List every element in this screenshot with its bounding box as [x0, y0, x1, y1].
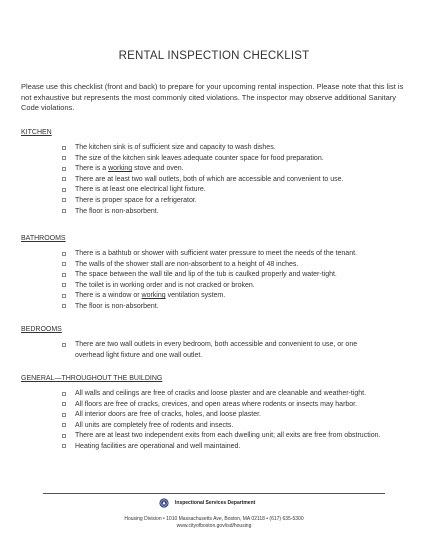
- item-text: There are at least two independent exits from each dwelling unit; all exits are free from obstruction.: [75, 432, 381, 440]
- item-text-post: ventilation system.: [165, 292, 226, 300]
- checkbox[interactable]: [62, 177, 66, 181]
- checkbox[interactable]: [62, 209, 66, 213]
- item-text: The kitchen sink is of sufficient size and capacity to wash dishes.: [75, 144, 276, 151]
- checklist-item: [21, 340, 411, 361]
- checkbox[interactable]: [62, 444, 66, 448]
- item-text: The floor is non-absorbent.: [75, 302, 159, 310]
- section-bathrooms: [21, 235, 411, 313]
- item-text-underlined: working: [141, 292, 166, 300]
- section-bedrooms: [21, 326, 411, 361]
- checkbox[interactable]: [62, 423, 66, 427]
- checklist-item: [21, 302, 411, 313]
- checkbox[interactable]: [62, 283, 66, 287]
- checkbox[interactable]: [62, 413, 66, 417]
- checkbox[interactable]: [62, 167, 66, 171]
- checkbox[interactable]: [62, 402, 66, 406]
- checklist-item: [21, 143, 411, 154]
- city-seal-icon: [159, 498, 169, 508]
- item-text: All walls and ceilings are free of cracks and loose plaster and are cleanable and weather-tight.: [75, 390, 367, 397]
- checklist-item: [21, 249, 411, 260]
- footer-website[interactable]: www.cityofboston.gov/isd/housing: [176, 523, 252, 529]
- checklist-item: [21, 442, 411, 453]
- item-text: All floors are free of cracks, crevices, and open areas where rodents or insects may harbor.: [75, 400, 358, 408]
- checklist-items: [21, 249, 411, 313]
- item-text: The size of the kitchen sink leaves adequate counter space for food preparation.: [75, 154, 324, 162]
- checkbox[interactable]: [62, 188, 66, 192]
- checkbox[interactable]: [62, 156, 66, 160]
- checkbox[interactable]: [62, 252, 66, 256]
- section-heading: BATHROOMS: [21, 235, 66, 242]
- section-kitchen: [21, 129, 411, 217]
- checklist-items: [21, 340, 411, 361]
- item-text: There are two wall outlets in every bedroom, both accessible and convenient to use, or one overhead light fixture and one wall outlet.: [75, 341, 358, 359]
- checklist-item: [21, 154, 411, 165]
- page-title: RENTAL INSPECTION CHECKLIST: [118, 50, 310, 62]
- checklist-item: [21, 431, 411, 442]
- checklist-items: [21, 143, 411, 217]
- item-text: There are at least two wall outlets, both of which are accessible and convenient to use.: [75, 175, 344, 183]
- item-text: The walls of the shower stall are non-absorbent to a height of 48 inches.: [75, 260, 299, 268]
- intro-paragraph: Please use this checklist (front and back) to prepare for your upcoming rental inspection. Please note that this list is not exhaustive but represents the most commonly cited violations. The inspector may observe additional Sanitary Code violations.: [21, 82, 404, 112]
- checklist-items: [21, 389, 411, 453]
- checklist-item: [21, 207, 411, 218]
- section-heading: GENERAL—THROUGHOUT THE BUILDING: [21, 375, 163, 382]
- checklist-item: [21, 410, 411, 421]
- checkbox[interactable]: [62, 273, 66, 277]
- section-heading: BEDROOMS: [21, 326, 62, 333]
- checklist-item: [21, 196, 411, 207]
- item-text: The floor is non-absorbent.: [75, 207, 159, 215]
- item-text-pre: There is a: [75, 165, 109, 173]
- item-text: There is proper space for a refrigerator.: [75, 196, 197, 204]
- item-text-pre: There is a window or: [75, 292, 142, 300]
- checklist-item: [21, 389, 411, 400]
- checklist-item: [21, 270, 411, 281]
- item-text: All interior doors are free of cracks, holes, and loose plaster.: [75, 411, 261, 419]
- checklist-item: [21, 281, 411, 292]
- checkbox[interactable]: [62, 146, 66, 150]
- item-text-underlined: working: [108, 165, 133, 173]
- section-general: [21, 375, 411, 453]
- checklist-item: [21, 175, 411, 186]
- checkbox[interactable]: [62, 392, 66, 396]
- checklist-item: [21, 260, 411, 271]
- item-text-post: stove and oven.: [132, 165, 184, 173]
- footer-divider: [43, 493, 385, 494]
- checklist-item: [21, 291, 411, 302]
- item-text: There is at least one electrical light fixture.: [75, 186, 206, 194]
- item-text: The toilet is in working order and is not cracked or broken.: [75, 281, 255, 289]
- item-text: All units are completely free of rodents and insects.: [75, 421, 234, 429]
- checkbox[interactable]: [62, 198, 66, 202]
- footer-address: Housing Division • 1010 Massachusetts Ave, Boston, MA 02118 • (617) 635-5300: [124, 516, 304, 522]
- item-text: Heating facilities are operational and well maintained.: [75, 442, 241, 450]
- checklist-item: [21, 421, 411, 432]
- checkbox[interactable]: [62, 434, 66, 438]
- checkbox[interactable]: [62, 304, 66, 308]
- checkbox[interactable]: [62, 343, 66, 347]
- checklist-item: [21, 164, 411, 175]
- checkbox[interactable]: [62, 262, 66, 266]
- item-text: There is a bathtub or shower with sufficient water pressure to meet the needs of the tenant.: [75, 250, 357, 257]
- item-text: The space between the wall tile and lip of the tub is caulked properly and water-tight.: [75, 271, 337, 279]
- checkbox[interactable]: [62, 294, 66, 298]
- section-heading: KITCHEN: [21, 129, 52, 136]
- department-name: Inspectional Services Department: [175, 500, 256, 506]
- checklist-item: [21, 185, 411, 196]
- checklist-item: [21, 400, 411, 411]
